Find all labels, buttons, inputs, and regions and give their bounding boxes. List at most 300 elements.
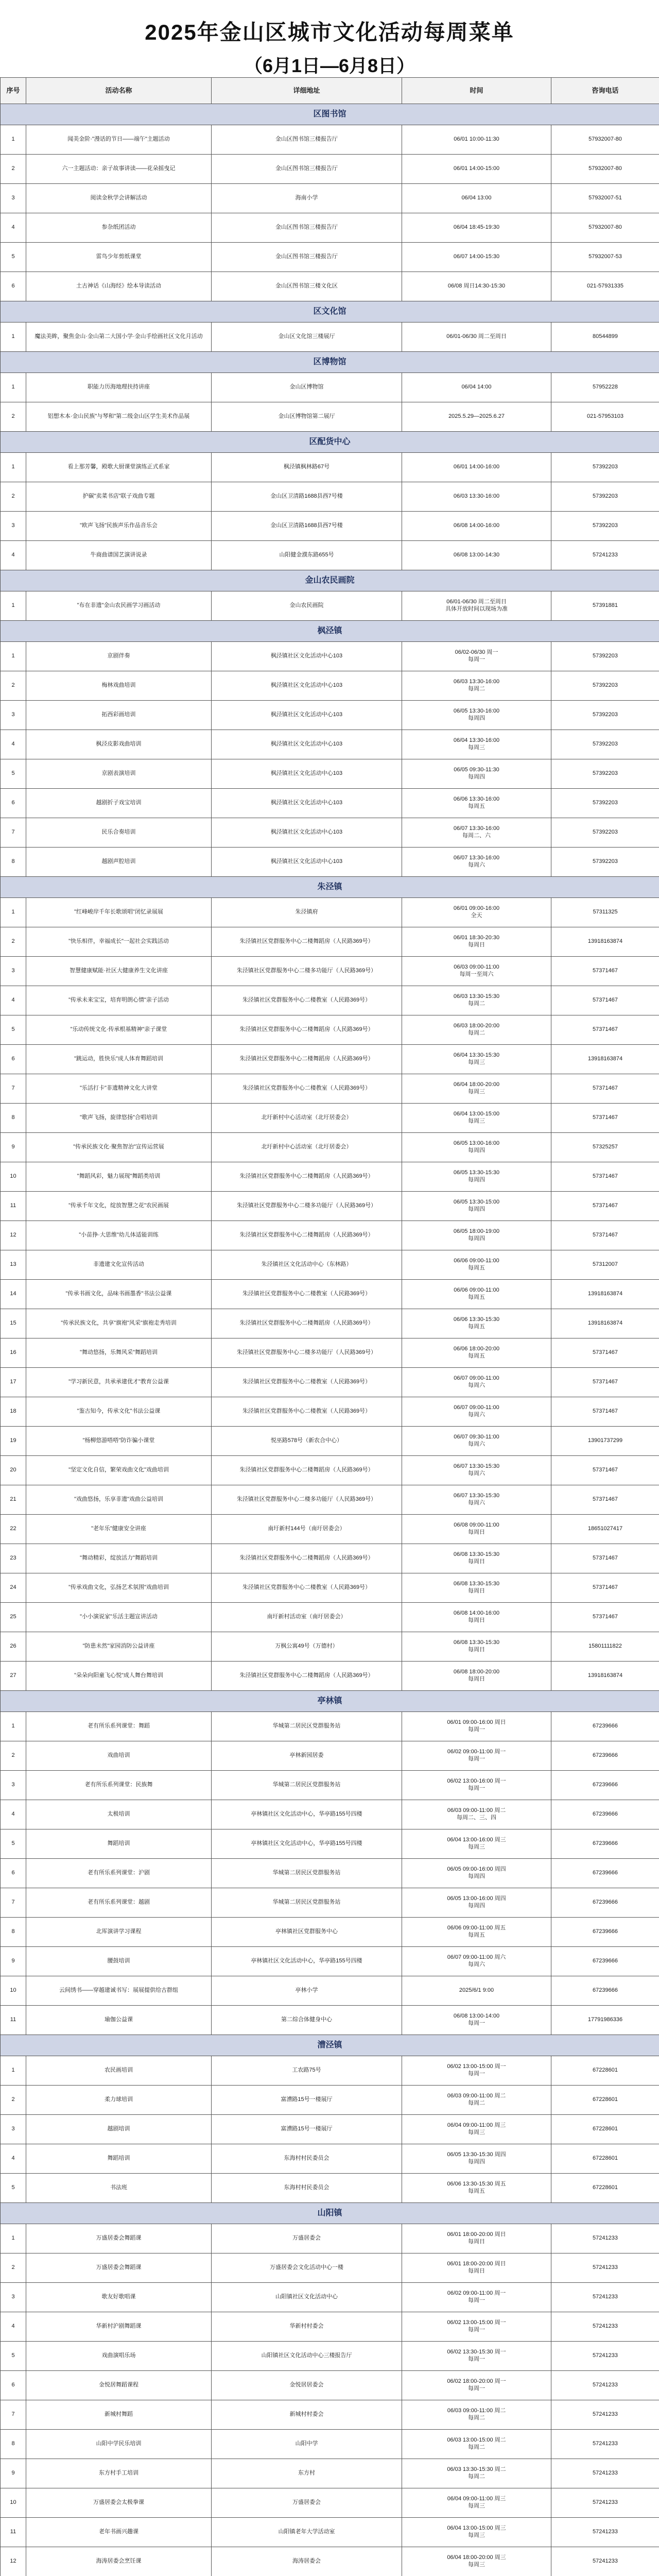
activity-name: 老年书画兴趣课 <box>26 2518 212 2547</box>
activity-name: "鉴古知今，传承文化"书法公益课 <box>26 1397 212 1427</box>
contact-phone: 57371467 <box>551 1603 659 1632</box>
section-title: 漕泾镇 <box>1 2035 659 2056</box>
activity-address: 枫泾镇社区文化活动中心103 <box>212 789 402 818</box>
contact-phone: 57241233 <box>551 541 659 570</box>
activity-name: 魔法美眸，聚焦金山·金山第二大国小学·金山手绘画社区文化月活动 <box>26 323 212 352</box>
table-row <box>1 1859 659 1888</box>
activity-time: 06/07 09:30-11:00 每周六 <box>402 1427 551 1456</box>
contact-phone: 57371467 <box>551 1338 659 1368</box>
activity-time: 06/01 09:00-16:00 周日 每周一 <box>402 1712 551 1741</box>
row-number: 5 <box>1 243 26 272</box>
activity-name: "快乐相伴，幸福成长"一起社会实践活动 <box>26 927 212 957</box>
table-row <box>1 1427 659 1456</box>
contact-phone: 67228601 <box>551 2086 659 2115</box>
activity-name: "乐动传统文化·传承根基精神"亲子课堂 <box>26 1015 212 1045</box>
activity-time: 06/06 09:00-11:00 周五 每周五 <box>402 1918 551 1947</box>
row-number: 7 <box>1 1888 26 1918</box>
table-row <box>1 2224 659 2253</box>
activity-time: 06/02 13:30-15:30 周一 每周一 <box>402 2342 551 2371</box>
activity-time: 06/03 13:30-16:00 每周二 <box>402 671 551 701</box>
activity-name: "防患未然"家园消防公益讲座 <box>26 1632 212 1662</box>
activity-address: 金山区卫清路1688县西7号楼 <box>212 482 402 512</box>
contact-phone: 67228601 <box>551 2056 659 2086</box>
activity-time: 06/04 13:00-15:00 周三 每周三 <box>402 2518 551 2547</box>
table-row <box>1 2253 659 2283</box>
table-row <box>1 2312 659 2342</box>
table-row <box>1 2144 659 2174</box>
row-number: 9 <box>1 2459 26 2488</box>
activity-address: 亭林小学 <box>212 1976 402 2006</box>
table-row <box>1 1515 659 1544</box>
contact-phone: 57241233 <box>551 2312 659 2342</box>
activity-address: 华城第二居民区党群服务站 <box>212 1771 402 1800</box>
contact-phone: 57325257 <box>551 1133 659 1162</box>
row-number: 18 <box>1 1397 26 1427</box>
activity-address: 富漕路15号一楼展厅 <box>212 2115 402 2144</box>
table-row <box>1 184 659 213</box>
table-row <box>1 671 659 701</box>
row-number: 3 <box>1 184 26 213</box>
row-number: 7 <box>1 2400 26 2430</box>
activity-name: 铝想木本·金山民族"与琴和"第二级金山区学生美术作品展 <box>26 402 212 432</box>
activity-time: 06/07 09:00-11:00 每周六 <box>402 1397 551 1427</box>
activity-time: 06/01 18:30-20:30 每周日 <box>402 927 551 957</box>
section-header <box>1 2035 659 2056</box>
contact-phone: 13918163874 <box>551 1662 659 1691</box>
contact-phone: 57371467 <box>551 1104 659 1133</box>
row-number: 4 <box>1 730 26 759</box>
activity-name: 山阳中学民乐培训 <box>26 2430 212 2459</box>
activity-name: "小苗挣·大思维"幼儿体适能训练 <box>26 1221 212 1250</box>
activity-address: 朱泾镇社区党群服务中心二楼教室（人民路369号） <box>212 1368 402 1397</box>
contact-phone: 57392203 <box>551 730 659 759</box>
table-row <box>1 1800 659 1829</box>
row-number: 6 <box>1 789 26 818</box>
table-row <box>1 1603 659 1632</box>
table-row <box>1 2086 659 2115</box>
contact-phone: 80544899 <box>551 323 659 352</box>
contact-phone: 57241233 <box>551 2547 659 2576</box>
section-title: 区配货中心 <box>1 432 659 453</box>
contact-phone: 57392203 <box>551 789 659 818</box>
row-number: 21 <box>1 1485 26 1515</box>
activity-name: 瑜伽公益课 <box>26 2006 212 2035</box>
activity-time: 06/03 18:00-20:00 每周二 <box>402 1015 551 1045</box>
row-number: 11 <box>1 2006 26 2035</box>
activity-name: "戏曲悠扬，乐享非遗"戏曲公益培训 <box>26 1485 212 1515</box>
activity-name: 老有所乐系列课堂：越剧 <box>26 1888 212 1918</box>
activity-address: 朱泾镇社区党群服务中心二楼多功能厅（人民路369号） <box>212 1192 402 1221</box>
contact-phone: 67239666 <box>551 1859 659 1888</box>
contact-phone: 57392203 <box>551 453 659 482</box>
section-title: 朱泾镇 <box>1 877 659 898</box>
header-name: 活动名称 <box>26 78 212 104</box>
section-header <box>1 301 659 323</box>
activity-address: 朱泾镇社区党群服务中心二楼教室（人民路369号） <box>212 1280 402 1309</box>
row-number: 4 <box>1 2144 26 2174</box>
table-row <box>1 701 659 730</box>
activity-time: 06/04 18:00-20:00 每周三 <box>402 1074 551 1104</box>
contact-phone: 021-57931335 <box>551 272 659 301</box>
activity-time: 06/01-06/30 周二至周日 <box>402 323 551 352</box>
activity-name: 万盛居委会舞蹈课 <box>26 2253 212 2283</box>
activity-address: 万枫公寓49号（万德村） <box>212 1632 402 1662</box>
table-row <box>1 759 659 789</box>
row-number: 6 <box>1 1859 26 1888</box>
section-header <box>1 1691 659 1712</box>
activity-name: "学习新民意，共承承建优才"教育公益课 <box>26 1368 212 1397</box>
activity-address: 华城第二居民区党群服务站 <box>212 1859 402 1888</box>
activity-time: 06/04 18:45-19:30 <box>402 213 551 243</box>
contact-phone: 57241233 <box>551 2459 659 2488</box>
table-row <box>1 1712 659 1741</box>
activity-time: 06/05 13:30-15:30 每周四 <box>402 1162 551 1192</box>
activity-address: 朱泾镇社区党群服务中心二楼舞蹈房（人民路369号） <box>212 1221 402 1250</box>
activity-time: 06/03 13:30-16:00 <box>402 482 551 512</box>
section-title: 亭林镇 <box>1 1691 659 1712</box>
table-row <box>1 848 659 877</box>
activity-address: 东海村村民委员会 <box>212 2144 402 2174</box>
activity-address: 山阳中学 <box>212 2430 402 2459</box>
activity-name: 闻美金阶·"漫话的节日——端午"主题活动 <box>26 125 212 155</box>
activity-address: 第二综合体健身中心 <box>212 2006 402 2035</box>
table-row <box>1 1192 659 1221</box>
table-row <box>1 482 659 512</box>
activity-address: 朱泾镇社区党群服务中心二楼舞蹈房（人民路369号） <box>212 1015 402 1045</box>
activity-address: 金山区博物馆第二展厅 <box>212 402 402 432</box>
row-number: 10 <box>1 1976 26 2006</box>
table-row <box>1 541 659 570</box>
row-number: 3 <box>1 2283 26 2312</box>
activity-time: 06/01 14:00-16:00 <box>402 453 551 482</box>
row-number: 6 <box>1 2371 26 2400</box>
table-row <box>1 1104 659 1133</box>
contact-phone: 67239666 <box>551 1771 659 1800</box>
activity-name: 参杂纸团活动 <box>26 213 212 243</box>
table-row <box>1 1544 659 1573</box>
table-row <box>1 512 659 541</box>
activity-address: 枫泾镇社区文化活动中心103 <box>212 848 402 877</box>
row-number: 22 <box>1 1515 26 1544</box>
table-row <box>1 789 659 818</box>
table-row <box>1 957 659 986</box>
table-row <box>1 1045 659 1074</box>
row-number: 10 <box>1 1162 26 1192</box>
activity-time: 06/03 13:30-15:30 周二 每周二 <box>402 2459 551 2488</box>
table-row <box>1 2488 659 2518</box>
row-number: 4 <box>1 213 26 243</box>
contact-phone: 13918163874 <box>551 1309 659 1338</box>
row-number: 1 <box>1 642 26 671</box>
section-header <box>1 352 659 373</box>
table-row <box>1 2056 659 2086</box>
table-row <box>1 1338 659 1368</box>
contact-phone: 18651027417 <box>551 1515 659 1544</box>
activity-address: 北圩新村中心活动室（北圩居委会） <box>212 1133 402 1162</box>
table-row <box>1 2115 659 2144</box>
contact-phone: 57371467 <box>551 1544 659 1573</box>
section-header <box>1 432 659 453</box>
table-row <box>1 642 659 671</box>
contact-phone: 57312007 <box>551 1250 659 1280</box>
activity-address: 朱泾镇社区党群服务中心二楼舞蹈房（人民路369号） <box>212 1045 402 1074</box>
activity-name: 土古神话《山海经》绘本导读活动 <box>26 272 212 301</box>
contact-phone: 57392203 <box>551 482 659 512</box>
table-row <box>1 1918 659 1947</box>
section-title: 山阳镇 <box>1 2203 659 2224</box>
activity-name: 农民画培训 <box>26 2056 212 2086</box>
activity-time: 06/01 09:00-16:00 全天 <box>402 898 551 927</box>
row-number: 3 <box>1 512 26 541</box>
activity-address: 新城村村委会 <box>212 2400 402 2430</box>
table-row <box>1 1074 659 1104</box>
contact-phone: 57241233 <box>551 2518 659 2547</box>
activity-time: 06/03 09:00-11:00 周二 每周二、三、四 <box>402 1800 551 1829</box>
row-number: 1 <box>1 2056 26 2086</box>
contact-phone: 57391881 <box>551 591 659 621</box>
activity-name: 华新村沪剧舞蹈课 <box>26 2312 212 2342</box>
activity-address: 朱泾镇社区党群服务中心二楼舞蹈房（人民路369号） <box>212 1162 402 1192</box>
row-number: 14 <box>1 1280 26 1309</box>
activity-address: 朱泾镇社区党群服务中心二楼教室（人民路369号） <box>212 1573 402 1603</box>
contact-phone: 57392203 <box>551 671 659 701</box>
row-number: 4 <box>1 986 26 1015</box>
contact-phone: 67239666 <box>551 1741 659 1771</box>
activity-address: 万盛居委会 <box>212 2224 402 2253</box>
table-row <box>1 2006 659 2035</box>
activity-name: 书法班 <box>26 2174 212 2203</box>
contact-phone: 57392203 <box>551 512 659 541</box>
activity-address: 东方村 <box>212 2459 402 2488</box>
activity-address: 金山区图书馆三楼文化区 <box>212 272 402 301</box>
activity-time: 2025.5.29—2025.6.27 <box>402 402 551 432</box>
activity-name: 腰鼓培训 <box>26 1947 212 1976</box>
activity-address: 枫泾镇社区文化活动中心103 <box>212 701 402 730</box>
row-number: 1 <box>1 1712 26 1741</box>
contact-phone: 57371467 <box>551 1074 659 1104</box>
row-number: 11 <box>1 2518 26 2547</box>
activity-time: 06/04 13:30-15:30 每周三 <box>402 1045 551 1074</box>
activity-name: 京剧伴奏 <box>26 642 212 671</box>
contact-phone: 13918163874 <box>551 927 659 957</box>
row-number: 4 <box>1 1800 26 1829</box>
activity-address: 山阳镇社区文化活动中心三楼报告厅 <box>212 2342 402 2371</box>
activity-name: 太极培训 <box>26 1800 212 1829</box>
table-header-row <box>1 78 659 104</box>
activity-time: 06/05 13:00-16:00 周四 每周四 <box>402 1888 551 1918</box>
activity-address: 朱泾镇社区党群服务中心二楼多功能厅（人民路369号） <box>212 1338 402 1368</box>
contact-phone: 17791986336 <box>551 2006 659 2035</box>
header-time: 时间 <box>402 78 551 104</box>
activity-address: 海南小学 <box>212 184 402 213</box>
activity-name: 金悦居舞蹈课程 <box>26 2371 212 2400</box>
contact-phone: 67228601 <box>551 2174 659 2203</box>
row-number: 1 <box>1 898 26 927</box>
contact-phone: 67228601 <box>551 2115 659 2144</box>
activity-name: "传承未来宝宝，培育明朗心情"亲子活动 <box>26 986 212 1015</box>
table-row <box>1 730 659 759</box>
contact-phone: 67239666 <box>551 1976 659 2006</box>
activity-name: "传承民族文化·聚焦智治"宣传运营展 <box>26 1133 212 1162</box>
header-phone: 咨询电话 <box>551 78 659 104</box>
row-number: 6 <box>1 272 26 301</box>
activity-name: 歌友好歌唱课 <box>26 2283 212 2312</box>
row-number: 1 <box>1 453 26 482</box>
activity-name: "传承书画文化，品味书画墨香"书法公益课 <box>26 1280 212 1309</box>
activity-time: 06/07 13:30-16:00 每周二、六 <box>402 818 551 848</box>
contact-phone: 57241233 <box>551 2342 659 2371</box>
activity-address: 华城第二居民区党群服务站 <box>212 1712 402 1741</box>
row-number: 4 <box>1 541 26 570</box>
table-row <box>1 2400 659 2430</box>
activity-name: 老有所乐系列课堂：民族舞 <box>26 1771 212 1800</box>
activity-name: 海涛居委会烹饪课 <box>26 2547 212 2576</box>
contact-phone: 57371467 <box>551 1221 659 1250</box>
contact-phone: 57932007-80 <box>551 155 659 184</box>
contact-phone: 57371467 <box>551 1456 659 1485</box>
row-number: 15 <box>1 1309 26 1338</box>
activity-address: 朱泾镇社区党群服务中心二楼舞蹈房（人民路369号） <box>212 1456 402 1485</box>
contact-phone: 67228601 <box>551 2144 659 2174</box>
row-number: 5 <box>1 2342 26 2371</box>
contact-phone: 57392203 <box>551 701 659 730</box>
activity-name: 京剧表演培训 <box>26 759 212 789</box>
table-row <box>1 1397 659 1427</box>
activity-time: 06/03 09:00-11:00 每周一至周六 <box>402 957 551 986</box>
table-row <box>1 155 659 184</box>
table-row <box>1 1947 659 1976</box>
row-number: 7 <box>1 818 26 848</box>
activity-time: 06/05 18:00-19:00 每周四 <box>402 1221 551 1250</box>
activity-name: "传承千年文化，绽放智慧之花"农民画展 <box>26 1192 212 1221</box>
header <box>0 0 659 77</box>
activity-address: 朱泾镇社区党群服务中心二楼教室（人民路369号） <box>212 986 402 1015</box>
activity-time: 06/04 09:00-11:00 周三 每周三 <box>402 2488 551 2518</box>
row-number: 17 <box>1 1368 26 1397</box>
table-row <box>1 927 659 957</box>
activity-time: 06/08 14:00-16:00 <box>402 512 551 541</box>
section-header <box>1 621 659 642</box>
row-number: 12 <box>1 1221 26 1250</box>
activity-address: 东海村村民委员会 <box>212 2174 402 2203</box>
table-row <box>1 1280 659 1309</box>
table-row <box>1 1771 659 1800</box>
table-body <box>1 104 659 2576</box>
activity-address: 悦巫路578号（新农合中心） <box>212 1427 402 1456</box>
contact-phone: 57241233 <box>551 2430 659 2459</box>
activity-time: 06/01 18:00-20:00 周日 每周日 <box>402 2224 551 2253</box>
activity-time: 06/04 18:00-20:00 周三 每周三 <box>402 2547 551 2576</box>
contact-phone: 57241233 <box>551 2371 659 2400</box>
activity-name: "老年乐"健康安全讲座 <box>26 1515 212 1544</box>
activity-name: "乐活打卡"非遗精神文化大讲堂 <box>26 1074 212 1104</box>
activity-time: 06/04 13:00-16:00 周三 每周三 <box>402 1829 551 1859</box>
activity-time: 06/07 13:30-16:00 每周六 <box>402 848 551 877</box>
activity-address: 山阳健金濮东路655号 <box>212 541 402 570</box>
activity-address: 亭林镇社区文化活动中心，华亭路155号四楼 <box>212 1800 402 1829</box>
activity-time: 06/04 09:00-11:00 周三 每周三 <box>402 2115 551 2144</box>
header-place: 详细地址 <box>212 78 402 104</box>
contact-phone: 57932007-80 <box>551 125 659 155</box>
section-header <box>1 2203 659 2224</box>
row-number: 3 <box>1 701 26 730</box>
activity-name: 阅读金秋学会讲解活动 <box>26 184 212 213</box>
activity-name: 戏曲培训 <box>26 1741 212 1771</box>
activity-name: 越剧声腔培训 <box>26 848 212 877</box>
activity-address: 朱泾镇社区党群服务中心二楼教室（人民路369号） <box>212 1397 402 1427</box>
contact-phone: 57932007-80 <box>551 213 659 243</box>
section-header <box>1 877 659 898</box>
contact-phone: 57241233 <box>551 2253 659 2283</box>
table-row <box>1 1888 659 1918</box>
contact-phone: 57952228 <box>551 373 659 402</box>
contact-phone: 67239666 <box>551 1712 659 1741</box>
table-row <box>1 1162 659 1192</box>
section-title: 金山农民画院 <box>1 570 659 591</box>
activity-name: "布在非遗"金山农民画学习画活动 <box>26 591 212 621</box>
activity-address: 朱泾镇社区党群服务中心二楼舞蹈房（人民路369号） <box>212 1309 402 1338</box>
activity-name: 万盛居委会舞蹈课 <box>26 2224 212 2253</box>
table-row <box>1 323 659 352</box>
activity-name: 雷鸟少年剪纸课堂 <box>26 243 212 272</box>
activity-time: 06/08 18:00-20:00 每周日 <box>402 1662 551 1691</box>
activity-name: 智慧健康赋能·社区大健康养生文化讲座 <box>26 957 212 986</box>
contact-phone: 57371467 <box>551 1397 659 1427</box>
activity-time: 06/03 13:00-15:00 周二 每周二 <box>402 2430 551 2459</box>
row-number: 1 <box>1 373 26 402</box>
row-number: 2 <box>1 1741 26 1771</box>
table-row <box>1 591 659 621</box>
section-title: 区图书馆 <box>1 104 659 125</box>
activity-time: 2025/6/1 9:00 <box>402 1976 551 2006</box>
table-row <box>1 1829 659 1859</box>
activity-address: 南圩新村活动室（南圩居委会） <box>212 1603 402 1632</box>
activity-address: 枫泾镇社区文化活动中心103 <box>212 642 402 671</box>
header-no: 序号 <box>1 78 26 104</box>
contact-phone: 67239666 <box>551 1829 659 1859</box>
table-row <box>1 898 659 927</box>
activity-address: 南圩新村144号（南圩居委会） <box>212 1515 402 1544</box>
activity-address: 朱泾镇社区党群服务中心二楼多功能厅（人民路369号） <box>212 957 402 986</box>
section-header <box>1 570 659 591</box>
row-number: 9 <box>1 1133 26 1162</box>
contact-phone: 67239666 <box>551 1947 659 1976</box>
row-number: 19 <box>1 1427 26 1456</box>
activity-name: "朵朵向阳童飞心悦"成人舞台舞培训 <box>26 1662 212 1691</box>
activity-address: 亭林新园居委 <box>212 1741 402 1771</box>
row-number: 11 <box>1 1192 26 1221</box>
contact-phone: 57932007-51 <box>551 184 659 213</box>
activity-time: 06/02 09:00-11:00 周一 每周一 <box>402 2283 551 2312</box>
row-number: 27 <box>1 1662 26 1691</box>
activity-time: 06/02-06/30 周一 每周一 <box>402 642 551 671</box>
activity-name: "传承戏曲文化，弘扬艺术氛围"戏曲培训 <box>26 1573 212 1603</box>
activity-address: 富漕路15号一楼展厅 <box>212 2086 402 2115</box>
document-subtitle: （6月1日—6月8日） <box>244 55 415 76</box>
activity-name: "传承民族文化，共享"旗袍"风采"旗袍走秀培训 <box>26 1309 212 1338</box>
row-number: 9 <box>1 1947 26 1976</box>
activity-address: 北圩新村中心活动室（北圩居委会） <box>212 1104 402 1133</box>
activity-time: 06/08 13:30-15:30 每周日 <box>402 1573 551 1603</box>
activity-time: 06/01 18:00-20:00 周日 每周日 <box>402 2253 551 2283</box>
table-row <box>1 1662 659 1691</box>
row-number: 2 <box>1 671 26 701</box>
activity-name: 戏曲演唱乐场 <box>26 2342 212 2371</box>
table-row <box>1 1309 659 1338</box>
table-row <box>1 272 659 301</box>
activity-name: 非遗建文化宣传活动 <box>26 1250 212 1280</box>
table-row <box>1 1976 659 2006</box>
